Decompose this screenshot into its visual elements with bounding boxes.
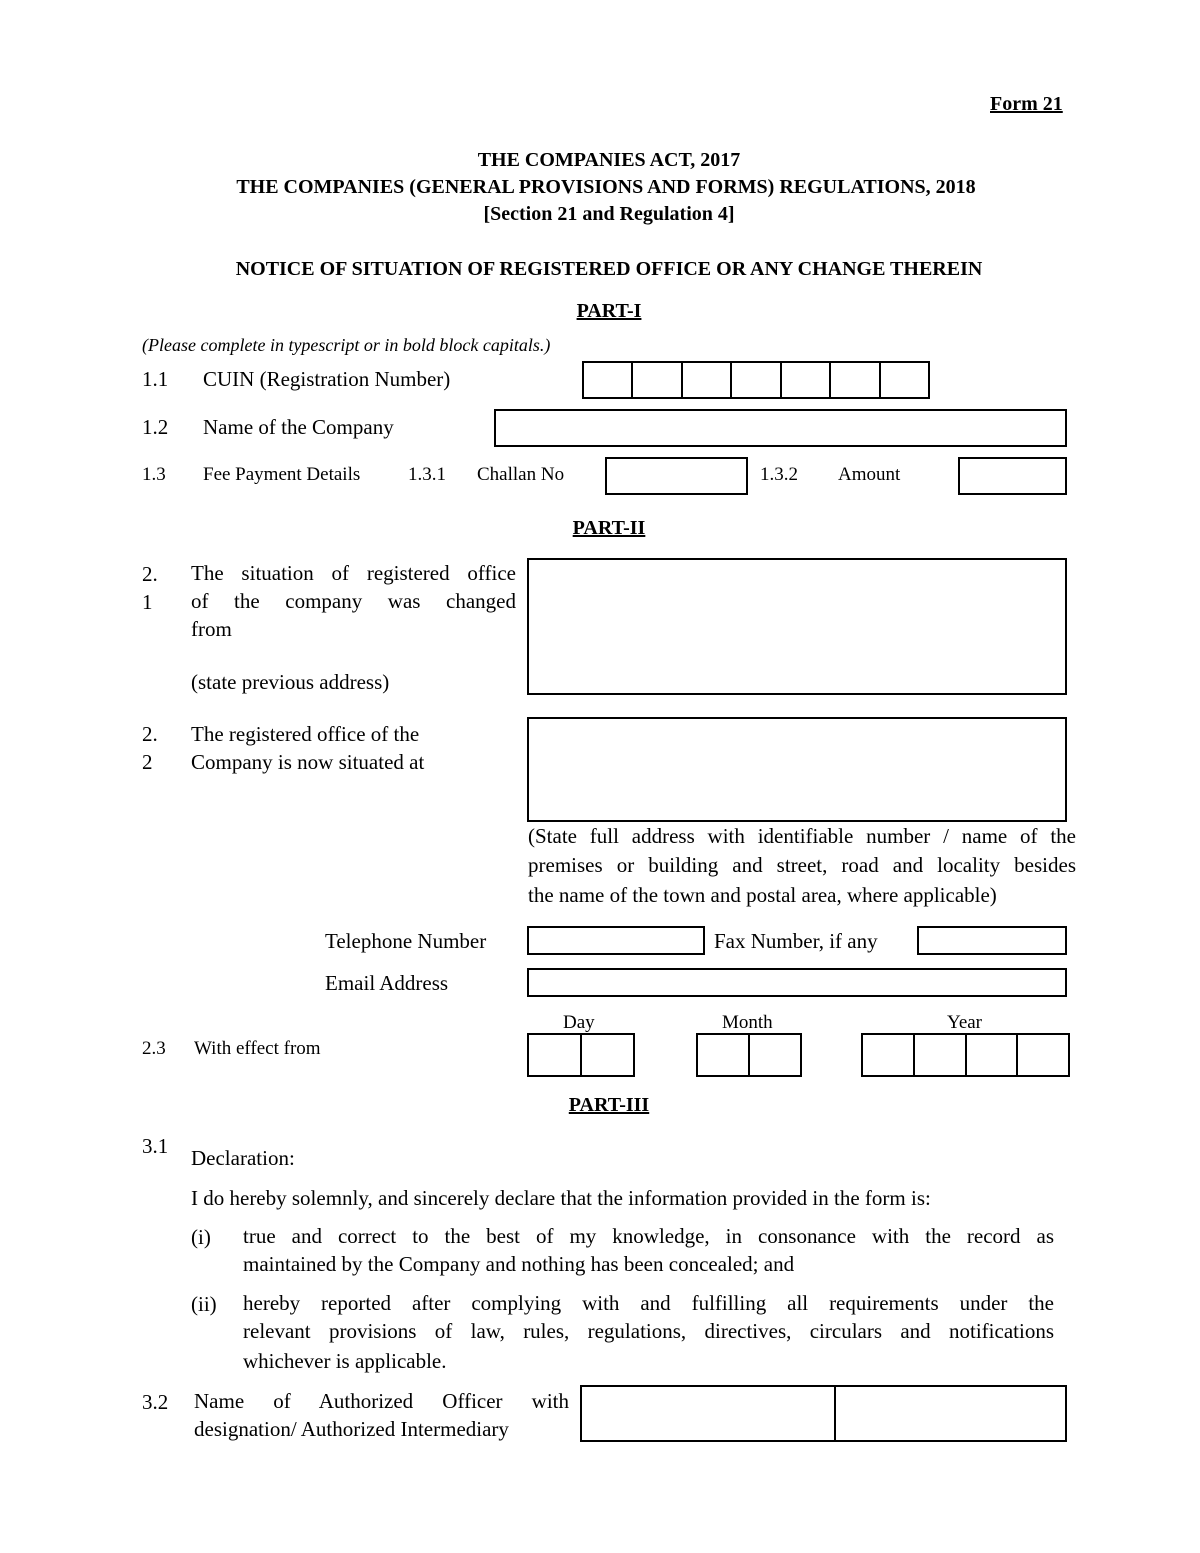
instruction-text: (Please complete in typescript or in bold block capitals.): [142, 335, 551, 355]
year-cell[interactable]: [1018, 1035, 1068, 1075]
declaration-item-2-line-3: whichever is applicable.: [243, 1349, 447, 1373]
officer-name-cell[interactable]: [582, 1387, 836, 1440]
declaration-number: 3.1: [142, 1134, 169, 1158]
company-name-label: Name of the Company: [203, 415, 394, 439]
day-cell[interactable]: [529, 1035, 582, 1075]
cuin-cell[interactable]: [633, 363, 682, 397]
declaration-item-2-marker: (ii): [191, 1292, 217, 1316]
cuin-input[interactable]: [582, 361, 930, 399]
previous-address-note: (state previous address): [191, 670, 390, 694]
cuin-number: 1.1: [142, 367, 169, 391]
effect-label: With effect from: [194, 1038, 321, 1059]
address-note-3: the name of the town and postal area, where applicable): [528, 883, 997, 907]
month-label: Month: [722, 1012, 773, 1033]
officer-label-1: Name of Authorized Officer with: [194, 1389, 569, 1413]
telephone-input[interactable]: [527, 926, 705, 955]
year-cell[interactable]: [967, 1035, 1019, 1075]
challan-number: 1.3.1: [408, 464, 446, 485]
officer-number: 3.2: [142, 1390, 169, 1414]
month-input[interactable]: [696, 1033, 802, 1077]
previous-address-number-a: 2.: [142, 562, 158, 586]
amount-input[interactable]: [958, 457, 1067, 495]
cuin-cell[interactable]: [782, 363, 831, 397]
officer-designation-cell[interactable]: [836, 1387, 1065, 1440]
year-cell[interactable]: [915, 1035, 967, 1075]
declaration-item-2-line-1: hereby reported after complying with and fulfilling all requirements under the: [243, 1291, 1054, 1315]
previous-address-input[interactable]: [527, 558, 1067, 695]
act-title: THE COMPANIES ACT, 2017: [477, 149, 741, 171]
part-2-title: PART-II: [572, 517, 646, 539]
address-note-2: premises or building and street, road and locality besides: [528, 853, 1076, 877]
cuin-cell[interactable]: [732, 363, 781, 397]
amount-label: Amount: [838, 464, 901, 485]
declaration-intro: I do hereby solemnly, and sincerely declare that the information provided in the form is:: [191, 1186, 931, 1210]
current-address-input[interactable]: [527, 717, 1067, 822]
fee-label: Fee Payment Details: [203, 464, 361, 485]
month-cell[interactable]: [698, 1035, 750, 1075]
telephone-label: Telephone Number: [325, 929, 487, 953]
previous-address-number-b: 1: [142, 590, 153, 614]
officer-input[interactable]: [580, 1385, 1067, 1442]
regulations-title: THE COMPANIES (GENERAL PROVISIONS AND FORMS) REGULATIONS, 2018: [236, 176, 976, 198]
day-cell[interactable]: [582, 1035, 633, 1075]
cuin-cell[interactable]: [584, 363, 633, 397]
declaration-item-1-marker: (i): [191, 1225, 211, 1249]
previous-address-text-2: of the company was changed: [191, 589, 516, 613]
year-cell[interactable]: [863, 1035, 915, 1075]
cuin-cell[interactable]: [881, 363, 928, 397]
email-input[interactable]: [527, 968, 1067, 997]
company-name-number: 1.2: [142, 415, 169, 439]
part-3-title: PART-III: [568, 1094, 650, 1116]
day-input[interactable]: [527, 1033, 635, 1077]
section-reference: [Section 21 and Regulation 4]: [483, 203, 735, 225]
cuin-cell[interactable]: [683, 363, 732, 397]
declaration-item-1-line-1: true and correct to the best of my knowledge, in consonance with the record as: [243, 1224, 1054, 1248]
declaration-heading: Declaration:: [191, 1146, 295, 1170]
declaration-item-1-line-2: maintained by the Company and nothing has been concealed; and: [243, 1252, 795, 1276]
current-address-text-1: The registered office of the: [191, 722, 420, 746]
previous-address-text-3: from: [191, 617, 232, 641]
officer-label-2: designation/ Authorized Intermediary: [194, 1417, 509, 1441]
challan-input[interactable]: [605, 457, 748, 495]
notice-title: NOTICE OF SITUATION OF REGISTERED OFFICE OR ANY CHANGE THEREIN: [235, 258, 983, 280]
current-address-number-a: 2.: [142, 722, 158, 746]
current-address-number-b: 2: [142, 750, 153, 774]
fee-number: 1.3: [142, 464, 166, 485]
cuin-cell[interactable]: [831, 363, 880, 397]
address-note-1: (State full address with identifiable number / name of the: [528, 824, 1076, 848]
day-label: Day: [563, 1012, 595, 1033]
previous-address-text-1: The situation of registered office: [191, 561, 516, 585]
challan-label: Challan No: [477, 464, 565, 485]
part-1-title: PART-I: [576, 300, 642, 322]
effect-number: 2.3: [142, 1038, 166, 1059]
declaration-item-2-line-2: relevant provisions of law, rules, regulations, directives, circulars and notifications: [243, 1319, 1054, 1343]
fax-label: Fax Number, if any: [714, 929, 878, 953]
current-address-text-2: Company is now situated at: [191, 750, 425, 774]
year-label: Year: [947, 1012, 983, 1033]
year-input[interactable]: [861, 1033, 1070, 1077]
company-name-input[interactable]: [494, 409, 1067, 447]
amount-number: 1.3.2: [760, 464, 798, 485]
email-label: Email Address: [325, 971, 449, 995]
form-number: Form 21: [990, 93, 1063, 115]
fax-input[interactable]: [917, 926, 1067, 955]
cuin-label: CUIN (Registration Number): [203, 367, 451, 391]
month-cell[interactable]: [750, 1035, 800, 1075]
